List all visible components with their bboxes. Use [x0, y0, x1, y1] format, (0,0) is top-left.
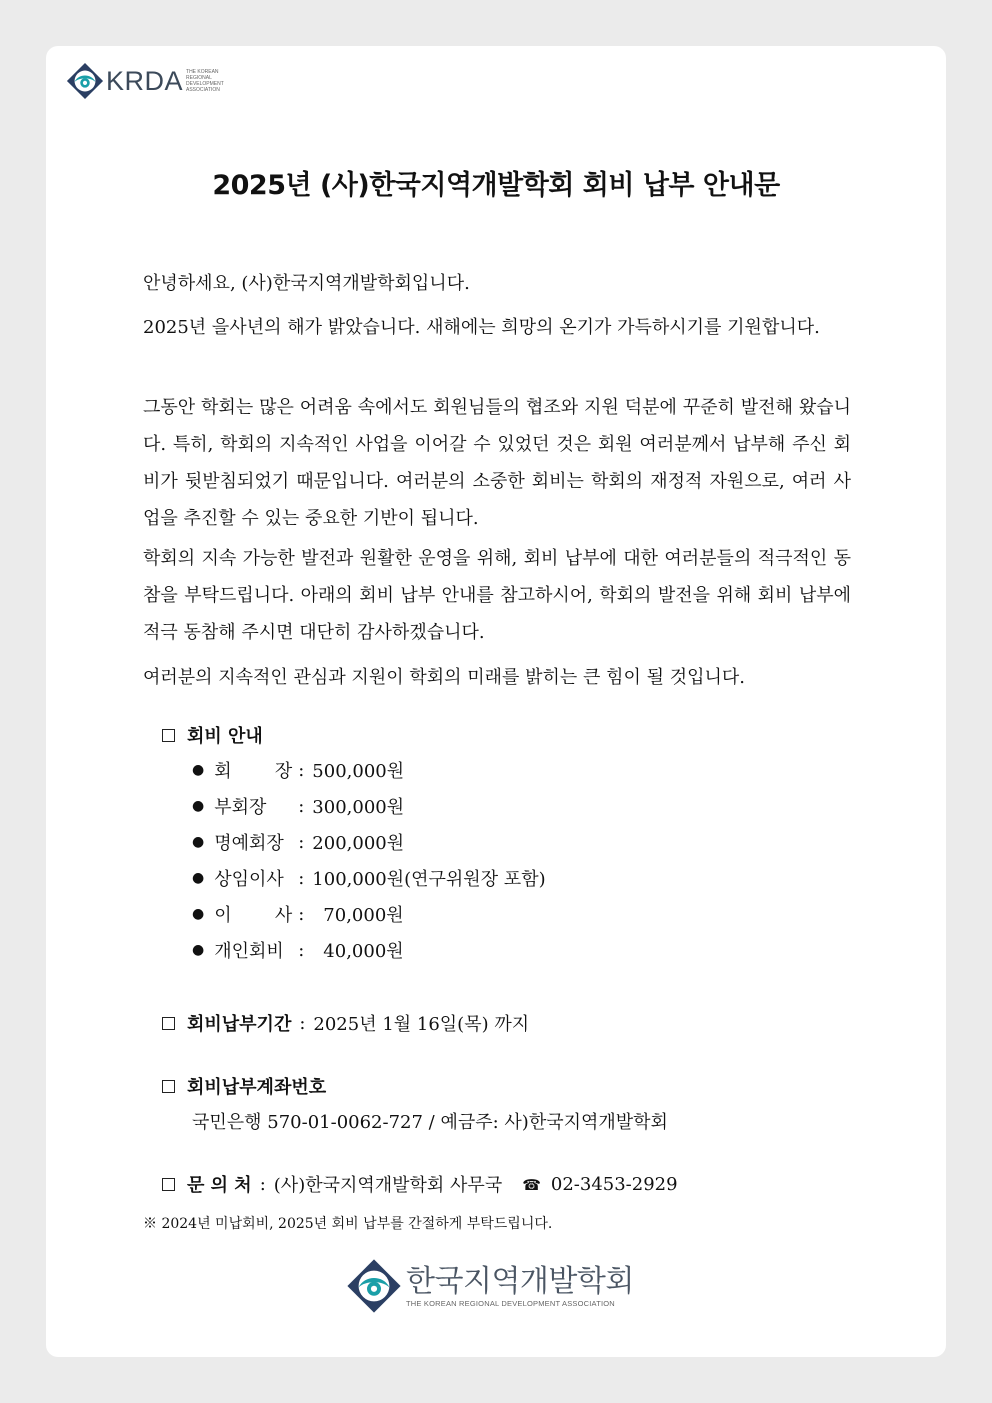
fee-role: 상임이사 — [214, 869, 284, 890]
fee-item: ● 회 장 : 500,000원 — [192, 758, 404, 782]
checkbox-square-icon — [162, 1080, 175, 1093]
krda-wordmark: KRDA — [106, 65, 184, 96]
fee-role: 부회장 — [214, 797, 267, 818]
krda-emblem-icon — [346, 1258, 402, 1314]
bullet-icon: ● — [192, 906, 205, 922]
new-year-paragraph: 2025년 을사년의 해가 밝았습니다. 새해에는 희망의 온기가 가득하시기를 기원합니다. — [143, 317, 820, 338]
thanks-paragraph: 그동안 학회는 많은 어려움 속에서도 회원님들의 협조와 지원 덕분에 꾸준히 발전해 왔습니다. 특히, 학회의 지속적인 사업을 이어갈 수 있었던 것은 회원 여러분께서 납부해 주신 회비가 뒷받침되었기 때문입니다. 여러분의 소중한 회비는 학회의 재정적 자원으로, 여러 사업을 추진할 수 있는 중요한 기반이 됩니다. — [143, 397, 851, 529]
fee-item: ● 이 사 : 70,000원 — [192, 902, 404, 926]
fees-heading-label: 회비 안내 — [187, 726, 263, 747]
association-name-english: THE KOREAN REGIONAL DEVELOPMENT ASSOCIATION — [406, 1298, 615, 1308]
contact-row: 문 의 처 : (사)한국지역개발학회 사무국 ☎ 02-3453-2929 — [162, 1171, 678, 1197]
checkbox-square-icon — [162, 729, 175, 742]
bullet-icon: ● — [192, 762, 205, 778]
fee-role: 명예회장 — [214, 833, 284, 854]
deadline-value: 2025년 1월 16일(목) 까지 — [313, 1014, 530, 1035]
fee-role: 이 사 — [214, 905, 293, 926]
contact-org: (사)한국지역개발학회 사무국 — [273, 1175, 503, 1196]
account-label: 회비납부계좌번호 — [187, 1077, 327, 1098]
contact-label: 문 의 처 — [187, 1175, 252, 1196]
page-title: 2025년 (사)한국지역개발학회 회비 납부 안내문 — [212, 170, 780, 201]
bullet-icon: ● — [192, 798, 205, 814]
fee-item: ● 부회장 : 300,000원 — [192, 794, 404, 818]
fee-amount: 70,000원 — [323, 905, 404, 926]
krda-emblem-icon — [66, 62, 104, 100]
footnote: ※ 2024년 미납회비, 2025년 회비 납부를 간절하게 부탁드립니다. — [143, 1216, 553, 1232]
deadline-label: 회비납부기간 — [187, 1014, 292, 1035]
fee-amount: 100,000원 — [312, 869, 405, 890]
contact-phone: 02-3453-2929 — [550, 1173, 678, 1195]
checkbox-square-icon — [162, 1017, 175, 1030]
fee-amount: 200,000원 — [312, 833, 405, 854]
fee-role: 회 장 — [214, 761, 293, 782]
fee-item: ● 개인회비 : 40,000원 — [192, 938, 404, 962]
fee-note: (연구위원장 포함) — [404, 869, 546, 890]
bullet-icon: ● — [192, 942, 205, 958]
fee-amount: 500,000원 — [312, 761, 405, 782]
greeting-paragraph: 안녕하세요, (사)한국지역개발학회입니다. — [143, 273, 470, 294]
fee-item: ● 상임이사 : 100,000원 (연구위원장 포함) — [192, 866, 546, 890]
bullet-icon: ● — [192, 870, 205, 886]
krda-wordmark-sub: THE KOREAN REGIONAL DEVELOPMENT ASSOCIATION — [186, 69, 224, 93]
bullet-icon: ● — [192, 834, 205, 850]
fee-amount: 300,000원 — [312, 797, 405, 818]
deadline-row: 회비납부기간 : 2025년 1월 16일(목) 까지 — [162, 1010, 529, 1036]
checkbox-square-icon — [162, 1178, 175, 1191]
document-page — [46, 46, 946, 1357]
closing-paragraph: 여러분의 지속적인 관심과 지원이 학회의 미래를 밝히는 큰 힘이 될 것입니다. — [143, 667, 745, 688]
contact-phone-group — [522, 1174, 677, 1195]
account-heading — [162, 1073, 326, 1099]
request-paragraph: 학회의 지속 가능한 발전과 원활한 운영을 위해, 회비 납부에 대한 여러분들의 적극적인 동참을 부탁드립니다. 아래의 회비 납부 안내를 참고하시어, 학회의 발전을 위해 회비 납부에 적극 동참해 주시면 대단히 감사하겠습니다. — [143, 548, 851, 643]
phone-icon: ☎ — [522, 1175, 541, 1194]
fee-role: 개인회비 — [214, 941, 284, 962]
account-value: 국민은행 570-01-0062-727 / 예금주: 사)한국지역개발학회 — [192, 1112, 668, 1133]
fees-heading — [162, 722, 263, 748]
krda-logo — [66, 62, 230, 100]
fee-amount: 40,000원 — [323, 941, 404, 962]
association-name-korean: 한국지역개발학회 — [406, 1263, 634, 1299]
fee-item: ● 명예회장 : 200,000원 — [192, 830, 404, 854]
association-logo — [346, 1258, 634, 1314]
